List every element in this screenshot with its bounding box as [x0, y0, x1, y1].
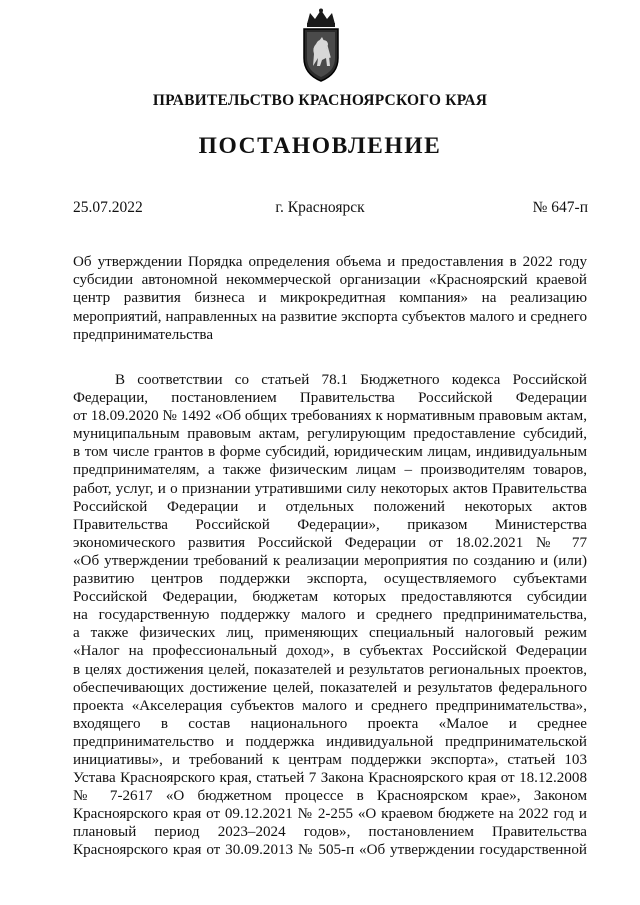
- document-city: г. Красноярск: [275, 199, 365, 216]
- body-line: Российской Федерации и отдельных положений некоторых актов: [73, 498, 587, 515]
- coat-of-arms-icon: [298, 8, 344, 84]
- body-line: а также физических лиц, применяющих специальный налоговый режим: [73, 625, 587, 642]
- body-line: предпринимателям, а также физическим лицам – производителям товаров,: [73, 462, 587, 479]
- body-line: экономического развития Российской Федерации от 18.02.2021 № 77: [73, 534, 587, 551]
- body-line: «Об утверждении требований к реализации мероприятия по созданию и (или): [73, 552, 587, 569]
- body-line: работ, услуг, и о признании утратившими силу некоторых актов Правительства: [73, 480, 587, 497]
- document-subject: [73, 253, 587, 344]
- subject-line: мероприятий, направленных на развитие экспорта субъектов малого и среднего: [73, 308, 587, 325]
- body-line: Красноярского края от 30.09.2013 № 505-п «Об утверждении государственной: [73, 842, 587, 859]
- body-line: Красноярского края от 09.12.2021 № 2-255 «О краевом бюджете на 2022 год и: [73, 806, 587, 823]
- body-line: Федерации, постановлением Правительства Российской Федерации: [73, 390, 587, 407]
- body-line: от 18.09.2020 № 1492 «Об общих требованиях к нормативным правовым актам,: [73, 408, 587, 425]
- document-number: № 647-п: [532, 199, 588, 216]
- body-line: № 7-2617 «О бюджетном процессе в Красноярском крае», Законом: [73, 788, 587, 805]
- body-line: Правительства Российской Федерации», приказом Министерства: [73, 516, 587, 533]
- body-line: инициативы», и требований к центрам поддержки экспорта», статьей 103: [73, 751, 587, 768]
- body-line: Устава Красноярского края, статьей 7 Закона Красноярского края от 18.12.2008: [73, 770, 587, 787]
- subject-line: субсидии автономной некоммерческой организации «Красноярский краевой: [73, 272, 587, 289]
- body-line: обеспечивающих достижение целей, показателей и результатов федерального: [73, 679, 587, 696]
- body-line: В соответствии со статьей 78.1 Бюджетного кодекса Российской: [115, 372, 587, 388]
- organization-name: ПРАВИТЕЛЬСТВО КРАСНОЯРСКОГО КРАЯ: [152, 92, 488, 109]
- body-line: «Налог на профессиональный доход», в субъектах Российской Федерации: [73, 643, 587, 660]
- body-line: плановый период 2023–2024 годов», постановлением Правительства: [73, 824, 587, 841]
- body-line: проекта «Акселерация субъектов малого и среднего предпринимательства»,: [73, 697, 587, 714]
- body-line: Российской Федерации, бюджетам которых предоставляются субсидии: [73, 589, 587, 606]
- body-line: в том числе грантов в форме субсидий, юридическим лицам, индивидуальным: [73, 444, 587, 461]
- subject-line: центр развития бизнеса и микрокредитная компания» на реализацию: [73, 290, 587, 307]
- body-line: муниципальным правовым актам, регулирующим предоставление субсидий,: [73, 426, 587, 443]
- body-line: развитию центров поддержки экспорта, осуществляемого субъектами: [73, 571, 587, 588]
- body-line: предпринимательство и поддержка индивидуальной предпринимательской: [73, 733, 587, 750]
- document-body: [73, 371, 587, 860]
- document-type-title: ПОСТАНОВЛЕНИЕ: [198, 133, 442, 159]
- subject-line: предпринимательства: [73, 326, 214, 343]
- body-line: в целях достижения целей, показателей и результатов региональных проектов,: [73, 661, 587, 678]
- document-date: 25.07.2022: [73, 199, 143, 216]
- subject-line: Об утверждении Порядка определения объема и предоставления в 2022 году: [73, 254, 587, 270]
- body-line: входящего в состав национального проекта «Малое и среднее: [73, 715, 587, 732]
- body-line: на государственную поддержку малого и среднего предпринимательства,: [73, 607, 587, 624]
